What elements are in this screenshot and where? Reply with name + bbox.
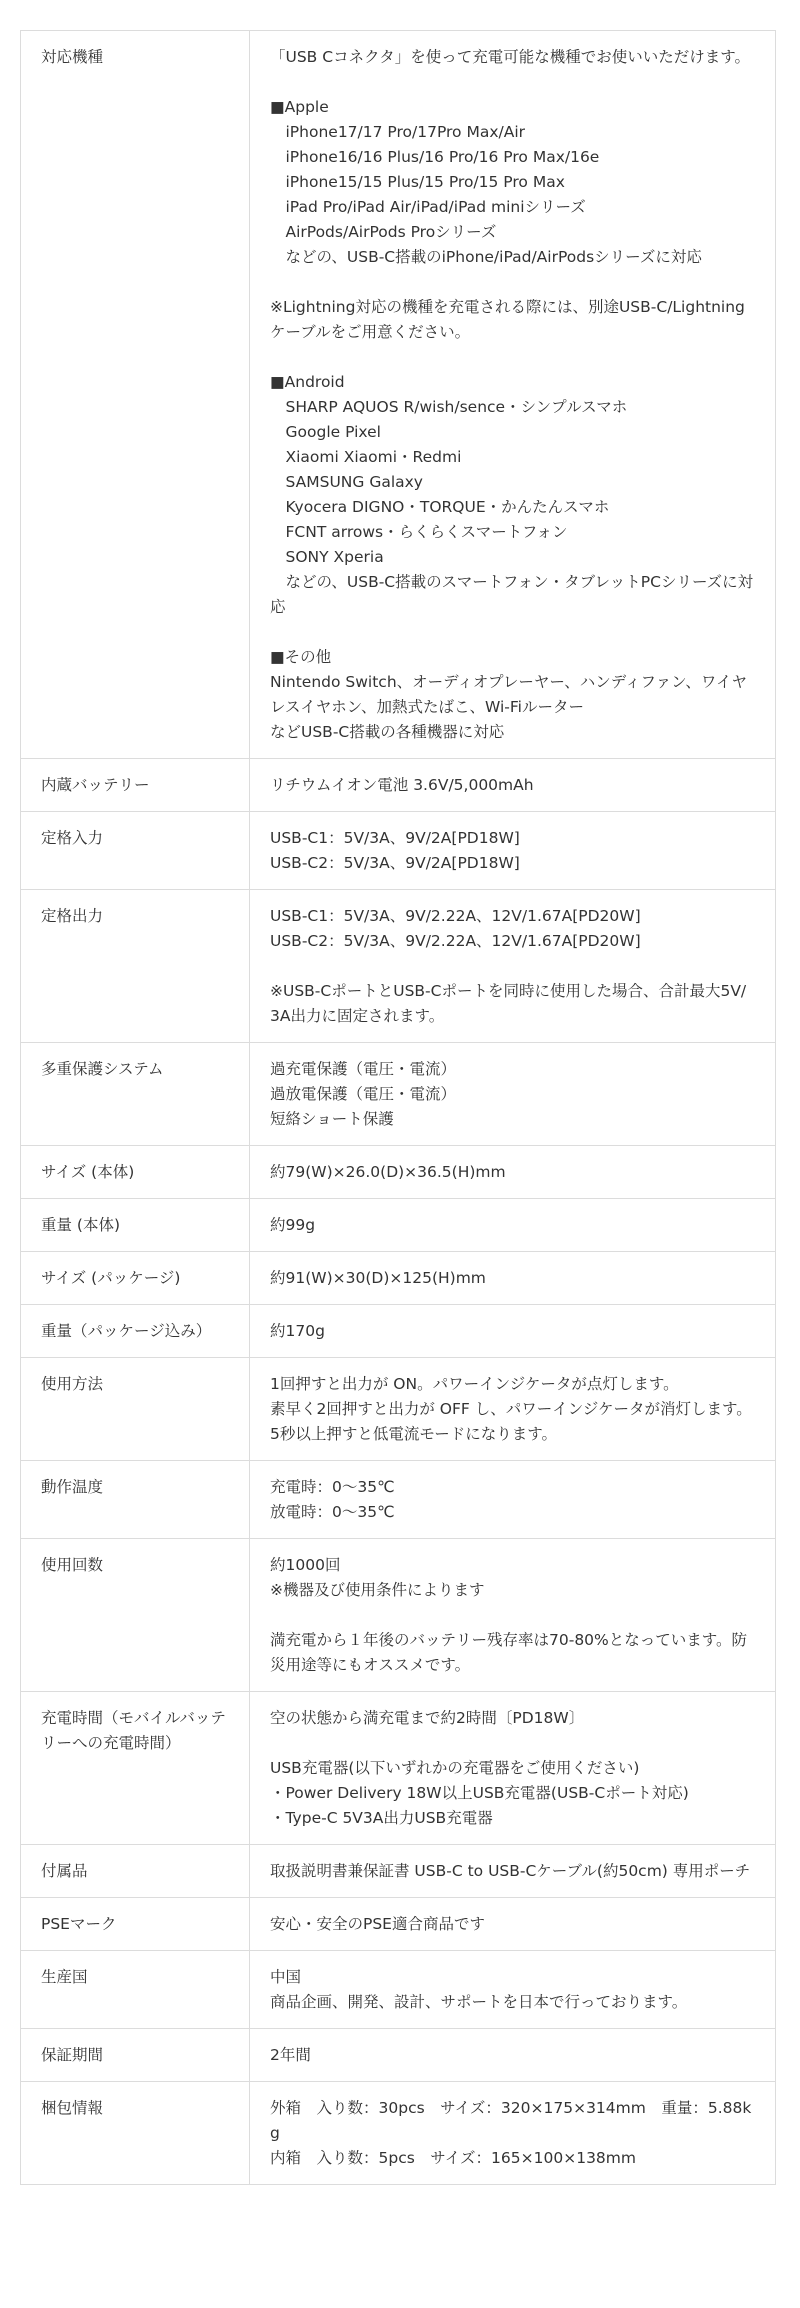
spec-label: 使用回数 [21,1539,250,1692]
spec-value-line: Kyocera DIGNO・TORQUE・かんたんスマホ [270,498,610,516]
spec-value-line: ※Lightning対応の機種を充電される際には、別途USB-C/Lightningケーブルをご用意ください。 [270,298,745,341]
spec-label: サイズ (本体) [21,1146,250,1199]
spec-row [21,1358,776,1461]
spec-label: 動作温度 [21,1461,250,1539]
spec-value-line: 約91(W)×30(D)×125(H)mm [270,1269,486,1287]
spec-table-body [21,31,776,2185]
spec-value [250,1043,776,1146]
spec-value-line: iPad Pro/iPad Air/iPad/iPad miniシリーズ [270,198,586,216]
spec-value-line: ■Apple [270,98,329,116]
spec-value-line: 満充電から１年後のバッテリー残存率は70-80%となっています。防災用途等にもオススメです。 [270,1631,748,1674]
spec-value-line: SONY Xperia [270,548,384,566]
spec-value-line: USB-C1：5V/3A、9V/2.22A、12V/1.67A[PD20W] [270,907,641,925]
blank-line [270,70,755,95]
spec-value-line: USB-C2：5V/3A、9V/2A[PD18W] [270,854,520,872]
spec-row [21,1461,776,1539]
spec-label: 充電時間（モバイルバッテリーへの充電時間） [21,1692,250,1845]
spec-label: 使用方法 [21,1358,250,1461]
spec-row [21,1845,776,1898]
spec-value-line: 商品企画、開発、設計、サポートを日本で行っております。 [270,1993,688,2011]
spec-value [250,1461,776,1539]
spec-value-line: 約99g [270,1216,316,1234]
spec-row [21,2082,776,2185]
spec-label: 保証期間 [21,2029,250,2082]
spec-row [21,1951,776,2029]
spec-value [250,2029,776,2082]
spec-value [250,1199,776,1252]
spec-value [250,1898,776,1951]
blank-line [270,1603,755,1628]
spec-value-line: ・Power Delivery 18W以上USB充電器(USB-Cポート対応) [270,1784,689,1802]
spec-value [250,890,776,1043]
spec-value-line: リチウムイオン電池 3.6V/5,000mAh [270,776,534,794]
spec-row [21,1305,776,1358]
spec-row [21,759,776,812]
spec-value [250,1845,776,1898]
spec-value-line: USB-C2：5V/3A、9V/2.22A、12V/1.67A[PD20W] [270,932,641,950]
spec-value [250,1692,776,1845]
spec-value-line: 約79(W)×26.0(D)×36.5(H)mm [270,1163,506,1181]
spec-value-line: SAMSUNG Galaxy [270,473,423,491]
spec-value-line: 2年間 [270,2046,311,2064]
spec-value-line: ※USB-CポートとUSB-Cポートを同時に使用した場合、合計最大5V/3A出力に固定されます。 [270,982,747,1025]
spec-value-line: などUSB-C搭載の各種機器に対応 [270,723,505,741]
spec-row [21,2029,776,2082]
spec-value-line: Google Pixel [270,423,381,441]
spec-value-line: 空の状態から満充電まで約2時間〔PD18W〕 [270,1709,585,1727]
blank-line [270,954,755,979]
spec-row [21,1199,776,1252]
spec-value-line: Nintendo Switch、オーディオプレーヤー、ハンディファン、ワイヤレスイヤホン、加熱式たばこ、Wi-Fiルーター [270,673,747,716]
spec-label: 付属品 [21,1845,250,1898]
spec-label: 定格出力 [21,890,250,1043]
spec-row [21,1539,776,1692]
spec-label: 定格入力 [21,812,250,890]
spec-value-line: 約1000回 [270,1556,341,1574]
spec-value-line: 過放電保護（電圧・電流） [270,1085,457,1103]
spec-value-line: 安心・安全のPSE適合商品です [270,1915,485,1933]
spec-label: 重量 (本体) [21,1199,250,1252]
blank-line [270,1731,755,1756]
spec-value [250,2082,776,2185]
spec-value [250,31,776,759]
spec-value-line: 素早く2回押すと出力が OFF し、パワーインジケータが消灯します。 [270,1400,752,1418]
spec-value-line: USB-C1：5V/3A、9V/2A[PD18W] [270,829,520,847]
spec-value-line: iPhone15/15 Plus/15 Pro/15 Pro Max [270,173,565,191]
spec-value-line: 5秒以上押すと低電流モードになります。 [270,1425,558,1443]
spec-value-line: などの、USB-C搭載のiPhone/iPad/AirPodsシリーズに対応 [270,248,702,266]
spec-value-line: 短絡ショート保護 [270,1110,394,1128]
spec-value-line: iPhone16/16 Plus/16 Pro/16 Pro Max/16e [270,148,600,166]
spec-label: サイズ (パッケージ) [21,1252,250,1305]
blank-line [270,345,755,370]
spec-value [250,812,776,890]
spec-value-line: 約170g [270,1322,325,1340]
spec-value-line: 取扱説明書兼保証書 USB-C to USB-Cケーブル(約50cm) 専用ポーチ [270,1862,751,1880]
spec-value-line: SHARP AQUOS R/wish/sence・シンプルスマホ [270,398,628,416]
spec-value-line: ※機器及び使用条件によります [270,1581,485,1599]
spec-value-line: AirPods/AirPods Proシリーズ [270,223,497,241]
spec-label: 対応機種 [21,31,250,759]
spec-table [20,30,776,2185]
spec-row [21,812,776,890]
spec-value [250,759,776,812]
spec-value [250,1252,776,1305]
spec-row [21,1898,776,1951]
spec-value-line: 充電時：0～35℃ [270,1478,395,1496]
spec-value-line: iPhone17/17 Pro/17Pro Max/Air [270,123,526,141]
blank-line [270,620,755,645]
spec-label: 内蔵バッテリー [21,759,250,812]
spec-value-line: 「USB Cコネクタ」を使って充電可能な機種でお使いいただけます。 [270,48,751,66]
spec-value-line: ・Type-C 5V3A出力USB充電器 [270,1809,493,1827]
spec-value-line: 中国 [270,1968,302,1986]
blank-line [270,270,755,295]
spec-value-line: 内箱 入り数：5pcs サイズ：165×100×138mm [270,2149,636,2167]
spec-label: 重量（パッケージ込み） [21,1305,250,1358]
spec-value-line: 過充電保護（電圧・電流） [270,1060,457,1078]
spec-row [21,890,776,1043]
spec-label: 梱包情報 [21,2082,250,2185]
spec-value-line: 外箱 入り数：30pcs サイズ：320×175×314mm 重量：5.88kg [270,2099,752,2142]
spec-row [21,1252,776,1305]
spec-value-line: などの、USB-C搭載のスマートフォン・タブレットPCシリーズに対応 [270,573,754,616]
spec-label: PSEマーク [21,1898,250,1951]
spec-value-line: ■Android [270,373,345,391]
spec-value-line: FCNT arrows・らくらくスマートフォン [270,523,568,541]
spec-value [250,1539,776,1692]
spec-row [21,1146,776,1199]
spec-value [250,1146,776,1199]
spec-value [250,1358,776,1461]
spec-row [21,1043,776,1146]
spec-label: 生産国 [21,1951,250,2029]
spec-value [250,1305,776,1358]
spec-value-line: 放電時：0～35℃ [270,1503,395,1521]
spec-row [21,31,776,759]
spec-value-line: Xiaomi Xiaomi・Redmi [270,448,462,466]
spec-value-line: 1回押すと出力が ON。パワーインジケータが点灯します。 [270,1375,679,1393]
spec-label: 多重保護システム [21,1043,250,1146]
spec-row [21,1692,776,1845]
spec-value [250,1951,776,2029]
spec-value-line: USB充電器(以下いずれかの充電器をご使用ください) [270,1759,640,1777]
spec-value-line: ■その他 [270,648,332,666]
